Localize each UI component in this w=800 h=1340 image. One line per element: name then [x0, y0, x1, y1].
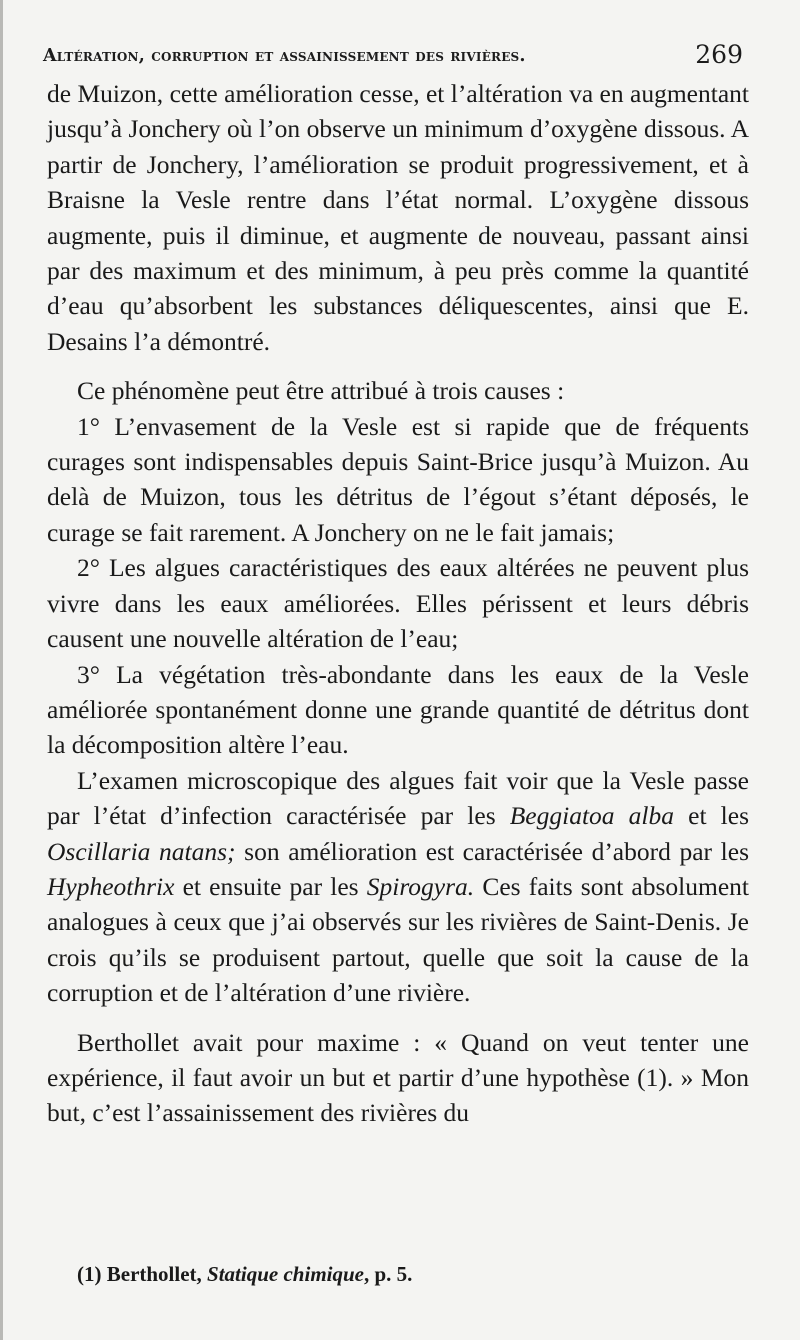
text-run: Berthollet avait pour maxime : « Quand on veut tenter une expérience, il faut avoir un but et partir d’une hypothèse (1). » Mon but, c’est l’assainissement des rivières du — [47, 1027, 749, 1128]
paragraph-continuation — [47, 76, 749, 359]
page-number: 269 — [695, 40, 743, 69]
paragraph-microscopic-exam — [47, 763, 749, 1011]
text-run: son amélioration est caractérisée d’abord par les — [235, 836, 749, 866]
paragraph-cause-1 — [47, 409, 749, 551]
footnote-marker: (1) Berthollet, — [77, 1262, 208, 1286]
taxon-name: Hypheothrix — [47, 871, 175, 901]
text-run: de Muizon, cette amélioration cesse, et l’altération va en augmentant jusqu’à Jonchery où l’on observe un minimum d’oxygène dissous. A partir de Jonchery, l’amélioration se produit progressivement, et à Braisne la Vesle rentre dans l’état normal. L’oxygène dissous augmente, puis il diminue, et augmente de nouveau, passant ainsi par des maximum et des minimum, à peu près comme la quantité d’eau qu’absorbent les substances déliquescentes, ainsi que E. Desains l’a démontré. — [47, 79, 749, 356]
text-run: et les — [674, 801, 749, 831]
text-run: Ces faits sont absolument analogues à ceux que j’ai observés sur les rivières de Saint-Denis. Je crois qu’ils se produisent partout, quelle que soit la cause de la corruption et de l’altération d’une rivière. — [47, 871, 749, 1008]
text-run: et ensuite par les — [174, 871, 367, 901]
text-run: 3° La végétation très-abondante dans les eaux de la Vesle améliorée spontanément donne une grande quantité de détritus dont la décomposition altère l’eau. — [47, 659, 749, 760]
text-run: 1° L’envasement de la Vesle est si rapide que de fréquents curages sont indispensables depuis Saint-Brice jusqu’à Muizon. Au delà de Muizon, tous les détritus de l’égout s’étant déposés, le curage se fait rarement. A Jonchery on ne le fait jamais; — [47, 411, 749, 547]
paragraph-cause-3 — [47, 657, 749, 763]
paragraph-berthollet — [47, 1025, 749, 1131]
paragraph-cause-2 — [47, 550, 749, 656]
footnote-title: Statique chimique — [207, 1262, 364, 1286]
running-head — [43, 40, 743, 74]
taxon-name: Beggiatoa alba — [509, 801, 675, 831]
footnote-rest: , p. 5. — [363, 1262, 413, 1286]
text-run: 2° Les algues caractéristiques des eaux altérées ne peuvent plus vivre dans les eaux améliorées. Elles périssent et leurs débris causent une nouvelle altération de l’eau; — [47, 553, 749, 654]
footnote — [77, 1262, 749, 1287]
taxon-name: Oscillaria natans; — [47, 836, 236, 866]
taxon-name: Spirogyra. — [366, 871, 475, 901]
running-title: Altération, corruption et assainissement des rivières. — [43, 46, 526, 66]
paragraph-three-causes — [47, 373, 749, 408]
text-run: Ce phénomène peut être attribué à trois causes : — [77, 376, 565, 406]
body-text — [47, 76, 749, 1131]
text-run: L’examen microscopique des algues fait voir que la Vesle passe par l’état d’infection caractérisée par les — [47, 765, 749, 831]
